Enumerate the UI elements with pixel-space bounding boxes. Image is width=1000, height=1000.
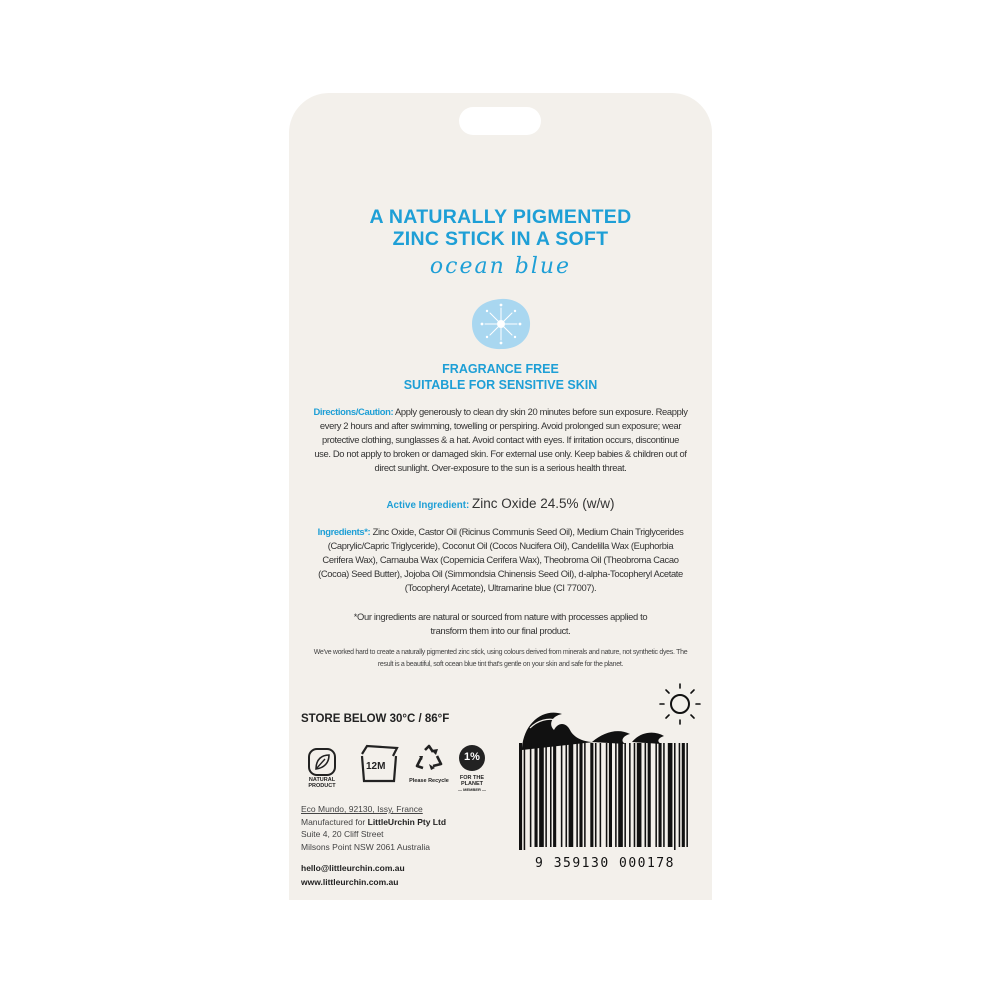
barcode	[519, 743, 691, 850]
address-line-3: Suite 4, 20 Cliff Street	[301, 829, 384, 839]
member-label: — MEMBER —	[458, 787, 486, 792]
barcode-bar	[545, 743, 547, 847]
directions	[313, 405, 688, 475]
barcode-bar	[674, 743, 676, 850]
natural-product-label: NATURAL PRODUCT	[308, 777, 336, 789]
ingredients	[313, 525, 688, 595]
leaf-icon	[307, 747, 337, 777]
manufactured-for-label: Manufactured for	[301, 816, 368, 827]
barcode-bar	[569, 743, 574, 847]
barcode-bar	[682, 743, 685, 847]
barcode-bar	[530, 743, 532, 847]
contact-block	[301, 861, 405, 889]
barcode-bar	[679, 743, 681, 847]
barcode-bar	[645, 743, 647, 847]
sun-icon	[660, 684, 700, 724]
barcode-bar	[686, 743, 688, 847]
headline-line-1: A NATURALLY PIGMENTED	[369, 206, 632, 228]
address-line-1: Eco Mundo, 92130, Issy, France	[301, 804, 423, 814]
recycle-badge	[409, 744, 451, 784]
ingredients-label: Ingredients*:	[317, 526, 371, 537]
storage-instruction: STORE BELOW 30°C / 86°F	[301, 713, 450, 725]
barcode-bar	[535, 743, 538, 847]
active-ingredient-label: Active Ingredient:	[386, 500, 470, 511]
address-line-2	[301, 816, 446, 829]
barcode-bar	[624, 743, 626, 847]
headline-script: ocean blue	[429, 254, 572, 279]
headline-line-2: ZINC STICK IN A SOFT	[392, 228, 609, 250]
pao-badge	[357, 743, 401, 785]
barcode-bar	[519, 743, 522, 850]
recycle-icon	[409, 744, 449, 774]
contact-website: www.littleurchin.com.au	[301, 877, 399, 887]
barcode-bar	[550, 743, 552, 847]
barcode-bar	[566, 743, 568, 847]
barcode-bar	[663, 743, 665, 847]
headline	[289, 206, 712, 250]
address-block	[301, 803, 446, 853]
barcode-bar	[606, 743, 608, 847]
barcode-bar	[618, 743, 623, 847]
claim-sensitive-skin: SUITABLE FOR SENSITIVE SKIN	[403, 378, 598, 392]
claim-fragrance-free: FRAGRANCE FREE	[442, 362, 559, 376]
recycle-label: Please Recycle	[409, 778, 449, 784]
barcode-bar	[609, 743, 612, 847]
promo-text: We've worked hard to create a naturally pigmented zinc stick, using colours derived from minerals and nature, not synthetic dyes. The result is a beautiful, soft ocean blue tint that's gentle on your skin and safe for the planet.	[313, 649, 688, 668]
barcode-bar	[615, 743, 617, 847]
barcode-bar	[600, 743, 602, 847]
active-ingredient	[289, 496, 712, 511]
barcode-bar	[561, 743, 563, 847]
one-percent-label: 1%	[464, 751, 480, 763]
barcode-bar	[659, 743, 662, 847]
barcode-bar	[629, 743, 631, 847]
barcode-bar	[668, 743, 673, 847]
barcode-bar	[590, 743, 593, 847]
barcode-bar	[579, 743, 582, 847]
barcode-bar	[637, 743, 642, 847]
pao-label: 12M	[366, 761, 386, 772]
barcode-bar	[584, 743, 586, 847]
barcode-bar	[524, 743, 526, 850]
claims	[289, 361, 712, 393]
barcode-bar	[539, 743, 544, 847]
for-the-planet-label: FOR THE PLANET	[459, 775, 485, 787]
active-ingredient-value: Zinc Oxide 24.5% (w/w)	[471, 496, 615, 511]
natural-product-badge	[307, 747, 339, 789]
barcode-bar	[634, 743, 636, 847]
barcode-bar	[576, 743, 578, 847]
barcode-bar	[648, 743, 651, 847]
brand-name: LittleUrchin Pty Ltd	[367, 816, 447, 827]
product-card-back	[289, 93, 712, 900]
address-line-4: Milsons Point NSW 2061 Australia	[301, 841, 430, 852]
contact-email: hello@littleurchin.com.au	[301, 863, 405, 873]
barcode-bar	[595, 743, 597, 847]
barcode-number: 9 359130 000178	[535, 856, 675, 871]
ingredients-text: Zinc Oxide, Castor Oil (Ricinus Communis Seed Oil), Medium Chain Triglycerides (Caprylic/Capric Triglyceride), Coconut Oil (Cocos Nucifera Oil), Candelilla Wax (Euphorbia Cerifera Wax), Carnauba Wax (Copernicia Cerifera Wax), Theobroma Oil (Theobroma Cacao (Cocoa) Seed Butter), Jojoba Oil (Simmondsia Chinensis Seed Oil), d-alpha-Tocopheryl Acetate (Tocopheryl Acetate), Ultramarine blue (CI 77007).	[318, 526, 684, 593]
hang-hole	[459, 107, 541, 135]
directions-text: Apply generously to clean dry skin 20 minutes before sun exposure. Reapply every 2 hours and after swimming, towelling or perspiring. Avoid prolonged sun exposure; wear protective clothing, sunglasses & a hat. Avoid contact with eyes. If irritation occurs, discontinue use. Do not apply to broken or damaged skin. For external use only. Keep babies & children out of direct sunlight. Over-exposure to the sun is a serious health threat.	[314, 406, 688, 473]
urchin-swatch-icon	[469, 296, 533, 352]
one-percent-planet-badge	[457, 743, 492, 793]
barcode-bar	[655, 743, 657, 847]
barcode-bar	[553, 743, 556, 847]
ingredients-footnote: *Our ingredients are natural or sourced from nature with processes applied to transform them into our final product.	[353, 611, 648, 636]
directions-label: Directions/Caution:	[313, 406, 394, 417]
